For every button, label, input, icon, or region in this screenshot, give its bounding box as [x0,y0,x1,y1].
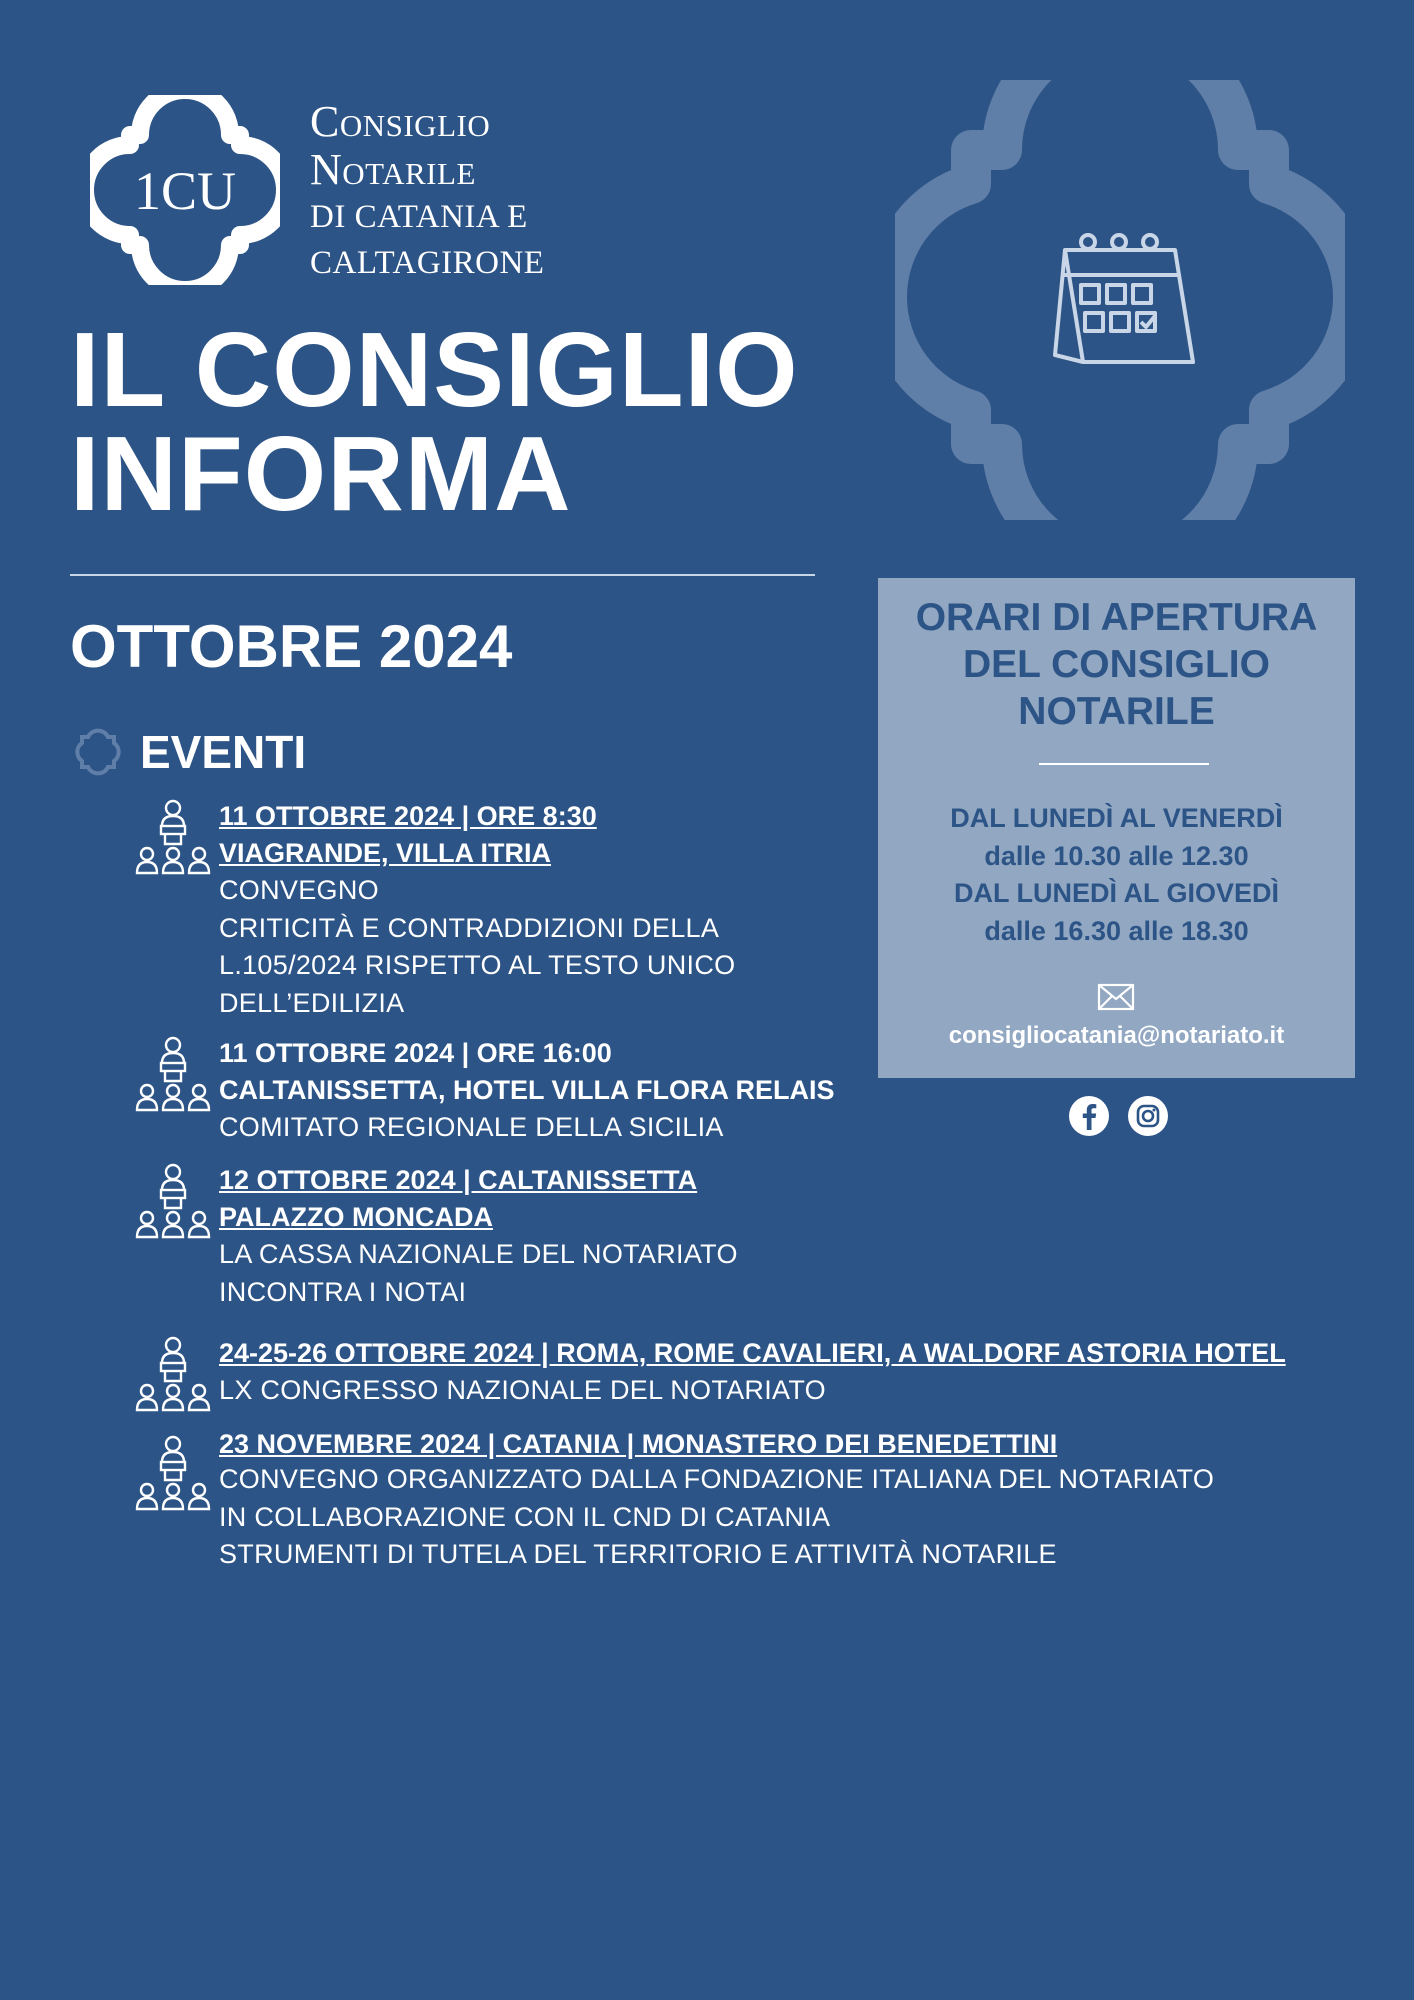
conference-speaker-icon [135,1335,211,1413]
hours-days: DAL LUNEDÌ AL GIOVEDÌ [953,878,1280,908]
logo-text [310,98,544,286]
opening-hours-title [878,594,1355,735]
page-title [70,311,799,533]
hours-time: dalle 16.30 alle 18.30 [984,915,1249,946]
event-heading: VIAGRANDE, VILLA ITRIA [219,838,552,868]
contact-email-link[interactable]: consigliocatania@notariato.it [948,1022,1285,1049]
event-heading: PALAZZO MONCADA [219,1202,493,1232]
event-description: LX CONGRESSO NAZIONALE DEL NOTARIATO [219,1375,826,1405]
event-description: COMITATO REGIONALE DELLA SICILIA [219,1112,724,1142]
opening-hours-title-line: NOTARILE [1018,690,1215,733]
event-description: CONVEGNO ORGANIZZATO DALLA FONDAZIONE ITALIANA DEL NOTARIATO [219,1464,1215,1494]
event-description: IN COLLABORAZIONE CON IL CND DI CATANIA [219,1501,831,1532]
title-line-2: INFORMA [70,415,572,533]
event-description: CRITICITÀ E CONTRADDIZIONI DELLA [219,912,720,943]
opening-hours-title-line: DEL CONSIGLIO [963,643,1270,686]
instagram-icon[interactable] [1127,1095,1169,1137]
opening-hours-list [878,800,1355,950]
envelope-icon [1097,983,1135,1011]
event-description: INCONTRA I NOTAI [219,1276,467,1307]
event-heading: 11 OTTOBRE 2024 | ORE 8:30 [219,801,597,831]
logo-line-2: Notarile [310,145,476,194]
conference-speaker-icon [135,1162,211,1240]
opening-hours-box [878,578,1355,1078]
event-heading: CALTANISSETTA, HOTEL VILLA FLORA RELAIS [219,1075,835,1105]
calendar-icon [1055,235,1193,362]
event-description: L.105/2024 RISPETTO AL TESTO UNICO [219,950,736,980]
quatrefoil-icon [70,725,126,779]
facebook-icon[interactable] [1068,1095,1110,1137]
event-description: CONVEGNO [219,875,379,905]
logo-mark [90,95,280,285]
event-description: DELL’EDILIZIA [219,987,405,1018]
conference-speaker-icon [135,1035,211,1113]
hours-days: DAL LUNEDÌ AL VENERDÌ [950,803,1283,833]
logo-line-3: DI CATANIA E [310,199,528,235]
opening-hours-title-line: ORARI DI APERTURA [915,596,1318,639]
conference-speaker-icon [135,798,211,876]
event-description: LA CASSA NAZIONALE DEL NOTARIATO [219,1239,738,1269]
hours-time: dalle 10.30 alle 12.30 [984,840,1249,871]
event-heading: 11 OTTOBRE 2024 | ORE 16:00 [219,1038,612,1068]
logo-monogram: 1CU [133,161,237,221]
conference-speaker-icon [135,1434,211,1512]
title-line-1: IL CONSIGLIO [70,311,799,429]
title-divider [70,574,815,576]
opening-hours-divider [1039,763,1209,765]
event-heading: 24-25-26 OTTOBRE 2024 | ROMA, ROME CAVALIERI, A WALDORF ASTORIA HOTEL [219,1338,1286,1368]
event-heading: 23 NOVEMBRE 2024 | CATANIA | MONASTERO DEI BENEDETTINI [219,1429,1058,1459]
event-heading: 12 OTTOBRE 2024 | CALTANISSETTA [219,1165,698,1195]
logo-line-1: Consiglio [310,97,491,146]
social-links [1068,1095,1181,1137]
events-heading: EVENTI [140,726,307,778]
logo-line-4: CALTAGIRONE [310,245,545,281]
event-description: STRUMENTI DI TUTELA DEL TERRITORIO E ATTIVITÀ NOTARILE [219,1539,1057,1569]
month-heading: OTTOBRE 2024 [70,613,513,680]
calendar-emblem [895,80,1345,520]
